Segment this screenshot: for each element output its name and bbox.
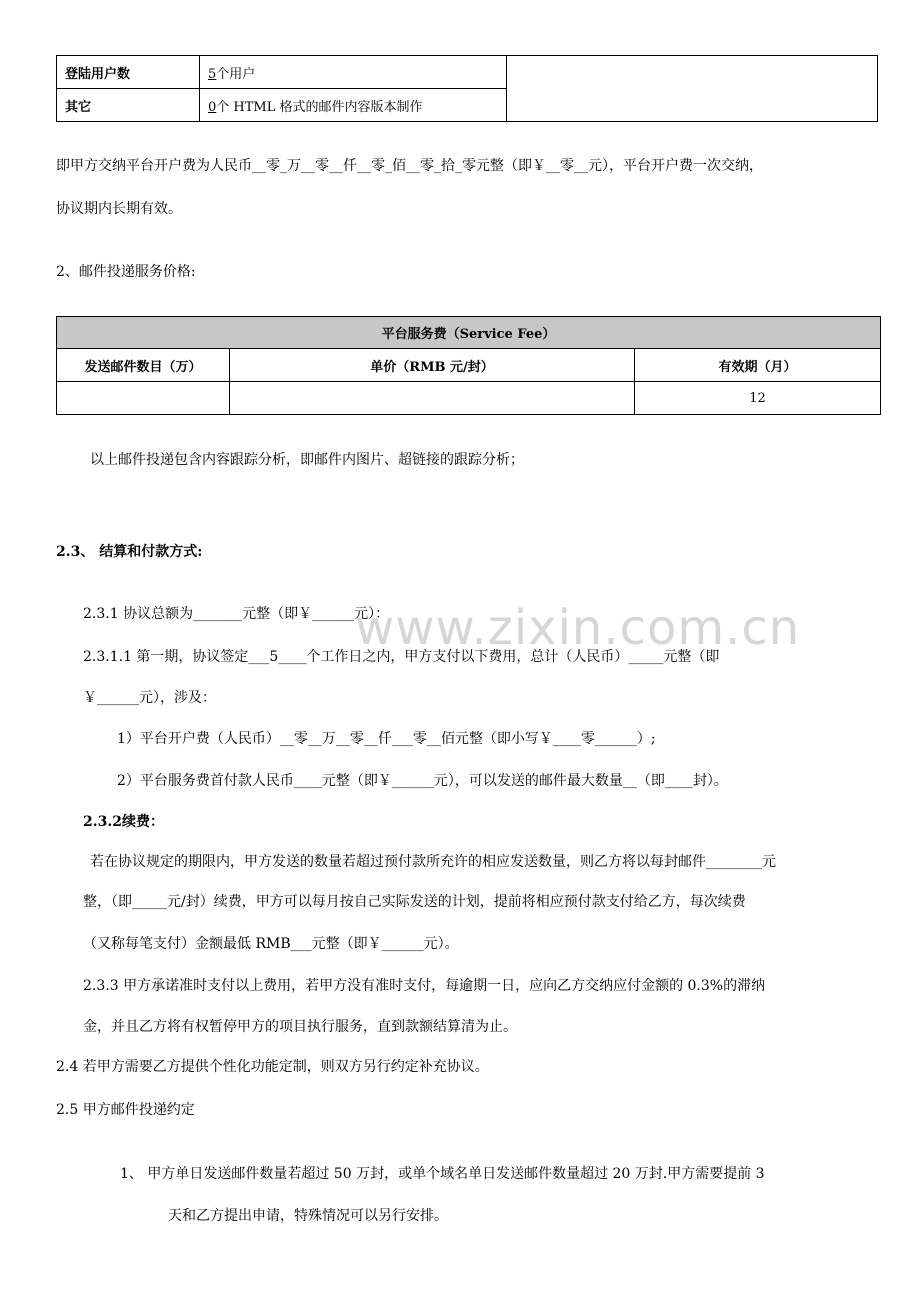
col-unit-price: 单价（RMB 元/封）: [230, 349, 635, 382]
renewal-line1: 若在协议规定的期限内，甲方发送的数量若超过预付款所充许的相应发送数量，则乙方将以每封邮件________元: [90, 854, 776, 870]
clause-2-4: 2.4 若甲方需要乙方提供个性化功能定制，则双方另行约定补充协议。: [56, 1059, 489, 1075]
clause-2-5: 2.5 甲方邮件投递约定: [56, 1102, 195, 1118]
user-count-label: 登陆用户数: [57, 56, 200, 89]
item-service-fee: 2）平台服务费首付款人民币____元整（即￥______元），可以发送的邮件最大数量__（即____封）。: [117, 773, 728, 789]
other-value: [200, 89, 507, 122]
watermark: www.zixin.com.cn: [355, 600, 801, 656]
item-account-fee: 1）平台开户费（人民币）__零__万__零__仟___零__佰元整（即小写￥____零______）;: [117, 731, 656, 747]
clause-2-3-1: 2.3.1 协议总额为_______元整（即￥______元）：: [83, 606, 390, 622]
tracking-note: 以上邮件投递包含内容跟踪分析，即邮件内图片、超链接的跟踪分析；: [90, 452, 524, 468]
other-label: 其它: [57, 89, 200, 122]
other-number: 0: [208, 99, 217, 115]
row-unit-price: [230, 382, 635, 415]
renewal-line2: 整，（即_____元/封）续费，甲方可以每月按自己实际发送的计划，提前将相应预付款支付给乙方，每次续费: [83, 894, 746, 910]
clause-2-3-1-1-line1: 2.3.1.1 第一期，协议签定___5____个工作日之内，甲方支付以下费用，总计（人民币）_____元整（即: [83, 649, 720, 665]
clause-2-5-item1-line2: 天和乙方提出申请，特殊情况可以另行安排。: [168, 1208, 448, 1224]
clause-2-3-1-1-line2: ￥______元），涉及：: [83, 690, 216, 706]
user-count-unit: 个用户: [216, 66, 256, 82]
service-fee-header: 平台服务费（Service Fee）: [57, 317, 881, 349]
other-text: 个 HTML 格式的邮件内容版本制作: [216, 99, 423, 115]
clause-2-3-3-line1: 2.3.3 甲方承诺准时支付以上费用，若甲方没有准时支付，每逾期一日，应向乙方交纳应付金额的 0.3%的滞纳: [83, 978, 766, 994]
col-validity: 有效期（月）: [635, 349, 881, 382]
renewal-line3: （又称每笔支付）金额最低 RMB___元整（即￥______元）。: [83, 936, 459, 952]
clause-2-5-item1-line1: 1、 甲方单日发送邮件数量若超过 50 万封，或单个域名单日发送邮件数量超过 20 万封.甲方需要提前 3: [120, 1166, 765, 1182]
user-count-value: [200, 56, 507, 89]
clause-2-3-3-line2: 金，并且乙方将有权暂停甲方的项目执行服务，直到款额结算清为止。: [83, 1019, 517, 1035]
row-email-count: [57, 382, 230, 415]
clause-2-3-2-title: 2.3.2续费：: [83, 814, 164, 830]
top-table-empty-cell: [507, 56, 878, 122]
col-email-count: 发送邮件数目（万）: [57, 349, 230, 382]
service-fee-table: [56, 316, 881, 415]
section-2-title: 2、邮件投递服务价格:: [56, 264, 196, 280]
section-2-3-title: 2.3、 结算和付款方式:: [56, 544, 203, 560]
fee-paragraph-line1: 即甲方交纳平台开户费为人民币__零_万__零__仟__零_佰__零_拾_零元整（即￥__零__元），平台开户费一次交纳，: [56, 158, 763, 174]
row-validity: 12: [635, 382, 881, 415]
user-count-number: 5: [208, 66, 217, 82]
fee-paragraph-line2: 协议期内长期有效。: [56, 201, 182, 217]
user-table: [56, 55, 878, 122]
